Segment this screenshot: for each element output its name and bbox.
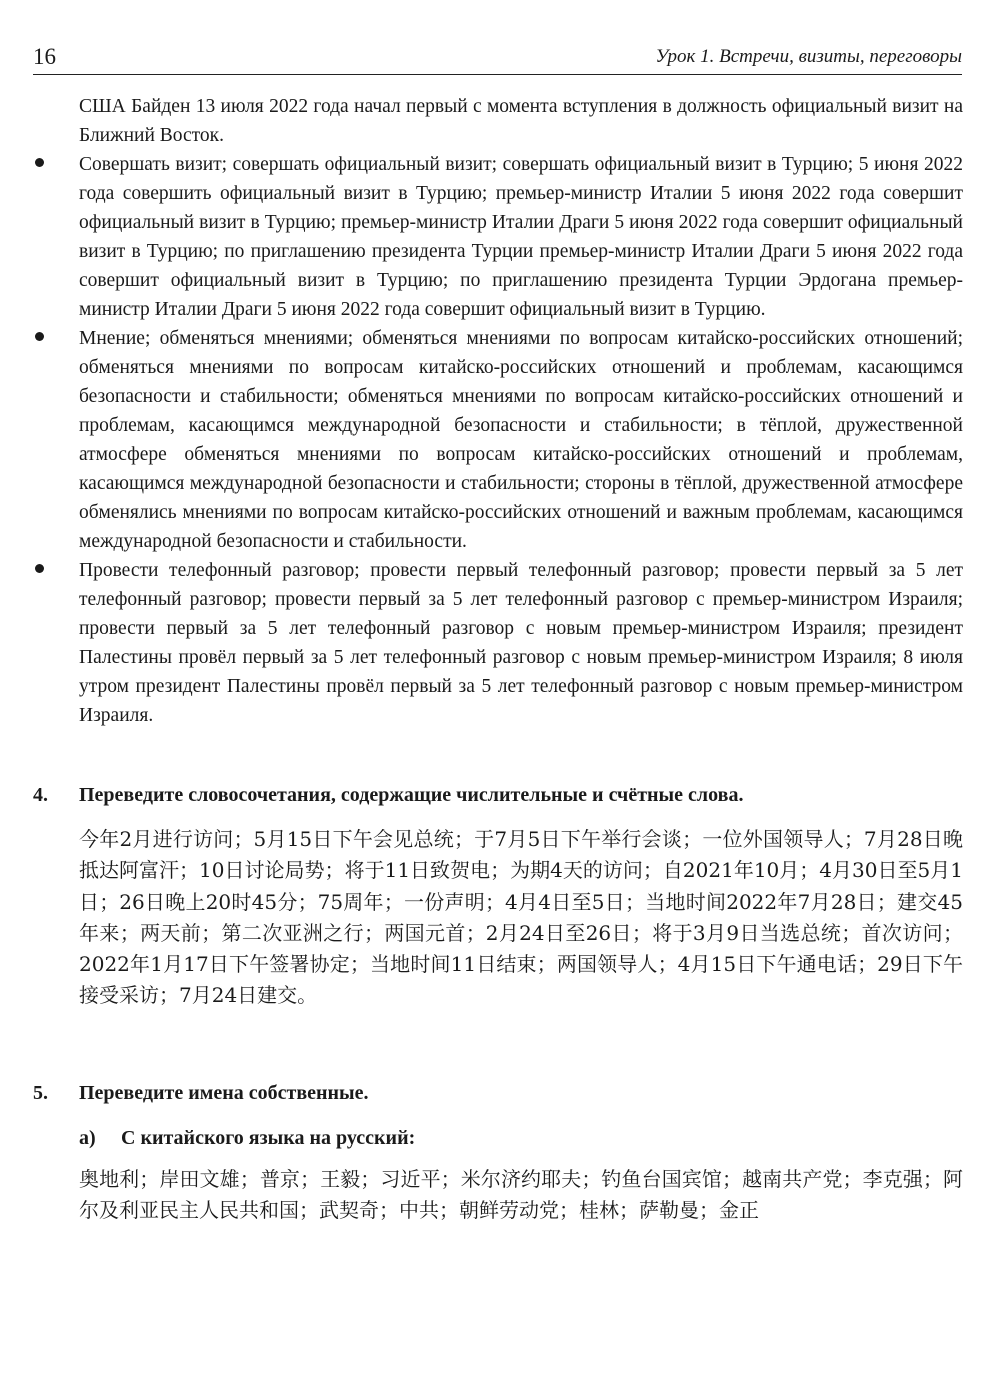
bullet-item <box>33 324 963 556</box>
page-number: 16 <box>33 44 56 69</box>
subsection-title: С китайского языка на русский: <box>121 1126 416 1149</box>
bullet-dot-icon <box>35 564 44 573</box>
subsection-letter: а) <box>79 1126 96 1149</box>
section-title: Переведите словосочетания, содержащие числительные и счётные слова. <box>79 784 744 806</box>
running-title: Урок 1. Встречи, визиты, переговоры <box>655 46 962 67</box>
section-number: 5. <box>33 1081 48 1104</box>
intro-paragraph: США Байден 13 июля 2022 года начал первый с момента вступления в должность официальный визит на Ближний Восток. <box>79 96 963 146</box>
bullet-list <box>33 150 963 730</box>
section-4-heading <box>33 781 963 809</box>
bullet-text: Провести телефонный разговор; провести первый телефонный разговор; провести первый за 5 лет телефонный разговор; провести первый за 5 лет телефонный разговор с премьер-министром Израиля; провести первый за 5 лет телефонный разговор с новым премьер-министром Израиля; президент Палестины провёл первый за 5 лет телефонный разговор с новым премьер-министром Израиля; 8 июля утром президент Палестины провёл первый за 5 лет телефонный разговор с новым премьер-министром Израиля. <box>79 560 963 726</box>
bullet-item <box>33 556 963 730</box>
bullet-text: Мнение; обменяться мнениями; обменяться мнениями по вопросам китайско-российских отношений; обменяться мнениями по вопросам китайско-российских отношений и проблемам, касающимся безопасности и стабильности; обменяться мнениями по вопросам китайско-российских отношений и проблемам, касающимся международной безопасности и стабильности; в тёплой, дружественной атмосфере обменяться мнениями по вопросам китайско-российских отношений и проблемам, касающимся международной безопасности и стабильности; стороны в тёплой, дружественной атмосфере обменялись мнениями по вопросам китайско-российских отношений и важным проблемам, касающимся международной безопасности и стабильности. <box>79 328 963 552</box>
page-header <box>33 40 962 75</box>
page-content <box>33 92 963 1226</box>
section-4-text: 今年2月进行访问；5月15日下午会见总统；于7月5日下午举行会谈；一位外国领导人；7月28日晚抵达阿富汗；10日讨论局势；将于11日致贺电；为期4天的访问；自2021年10月；4月30日至5月1日；26日晚上20时45分；75周年；一份声明；4月4日至5日；当地时间2022年7月28日；建交45年来；两天前；第二次亚洲之行；两国元首；2月24日至26日；将于3月9日当选总统；首次访问；2022年1月17日下午签署协定；当地时间11日结束；两国领导人；4月15日下午通电话；29日下午接受采访；7月24日建交。 <box>79 827 963 1008</box>
bullet-dot-icon <box>35 158 44 167</box>
subsection-a-heading <box>79 1124 963 1152</box>
section-number: 4. <box>33 784 48 806</box>
section-5-heading <box>33 1079 963 1107</box>
subsection-a-text: 奥地利；岸田文雄；普京；王毅；习近平；米尔济约耶夫；钓鱼台国宾馆；越南共产党；李克强；阿尔及利亚民主人民共和国；武契奇；中共；朝鲜劳动党；桂林；萨勒曼；金正 <box>79 1166 963 1223</box>
bullet-text: Совершать визит; совершать официальный визит; совершать официальный визит в Турцию; 5 июня 2022 года совершить официальный визит в Турцию; премьер-министр Италии 5 июня 2022 года совершит официальный визит в Турцию; премьер-министр Италии Драги 5 июня 2022 года совершит официальный визит в Турцию; по приглашению президента Турции премьер-министр Италии Драги 5 июня 2022 года совершит официальный визит в Турцию; по приглашению президента Турции Эрдогана премьер-министр Италии Драги 5 июня 2022 года совершит официальный визит в Турцию. <box>79 154 963 320</box>
bullet-dot-icon <box>35 332 44 341</box>
section-title: Переведите имена собственные. <box>79 1081 369 1104</box>
bullet-item <box>33 150 963 324</box>
